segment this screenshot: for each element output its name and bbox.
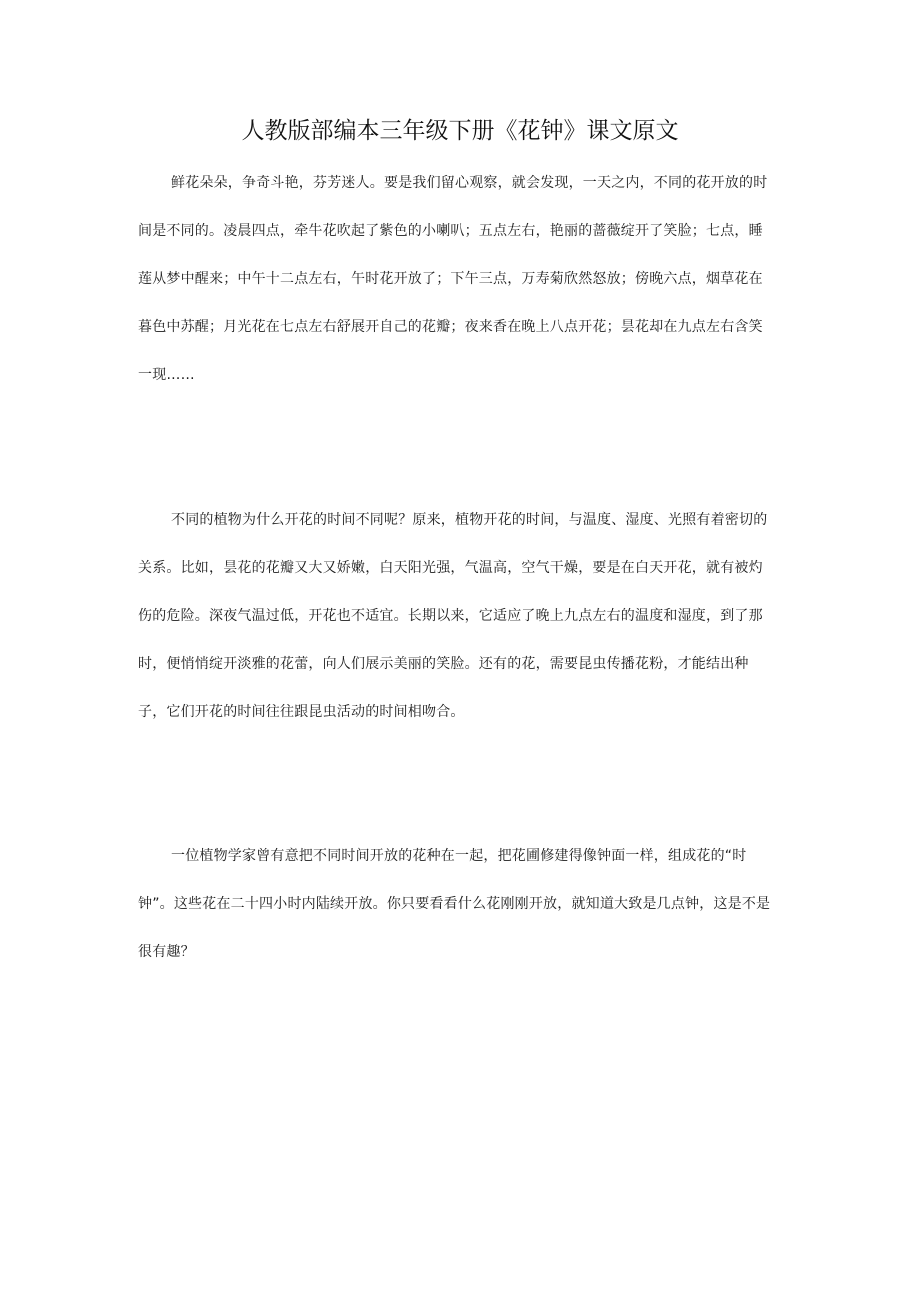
document-title: 人教版部编本三年级下册《花钟》课文原文: [241, 118, 679, 144]
paragraph-2: 不同的植物为什么开花的时间不同呢？原来，植物开花的时间，与温度、湿度、光照有着密切的关系。比如，昙花的花瓣又大又娇嫩，白天阳光强，气温高，空气干燥，要是在白天开花，就有被灼伤的危险。深夜气温过低，开花也不适宜。长期以来，它适应了晚上九点左右的温度和湿度，到了那时，便悄悄绽开淡雅的花蕾，向人们展示美丽的笑脸。还有的花，需要昆虫传播花粉，才能结出种子，它们开花的时间往往跟昆虫活动的时间相吻合。: [138, 512, 768, 720]
paragraph-3: 一位植物学家曾有意把不同时间开放的花种在一起，把花圃修建得像钟面一样，组成花的“时钟”。这些花在二十四小时内陆续开放。你只要看看什么花刚刚开放，就知道大致是几点钟，这是不是很有趣？: [138, 848, 771, 960]
paragraph-1: 鲜花朵朵，争奇斗艳，芬芳迷人。要是我们留心观察，就会发现，一天之内，不同的花开放的时间是不同的。凌晨四点，牵牛花吹起了紫色的小喇叭；五点左右，艳丽的蔷薇绽开了笑脸；七点，睡莲从梦中醒来；中午十二点左右，午时花开放了；下午三点，万寿菊欣然怒放；傍晚六点，烟草花在暮色中苏醒；月光花在七点左右舒展开自己的花瓣；夜来香在晚上八点开花；昙花却在九点左右含笑一现……: [138, 175, 768, 383]
